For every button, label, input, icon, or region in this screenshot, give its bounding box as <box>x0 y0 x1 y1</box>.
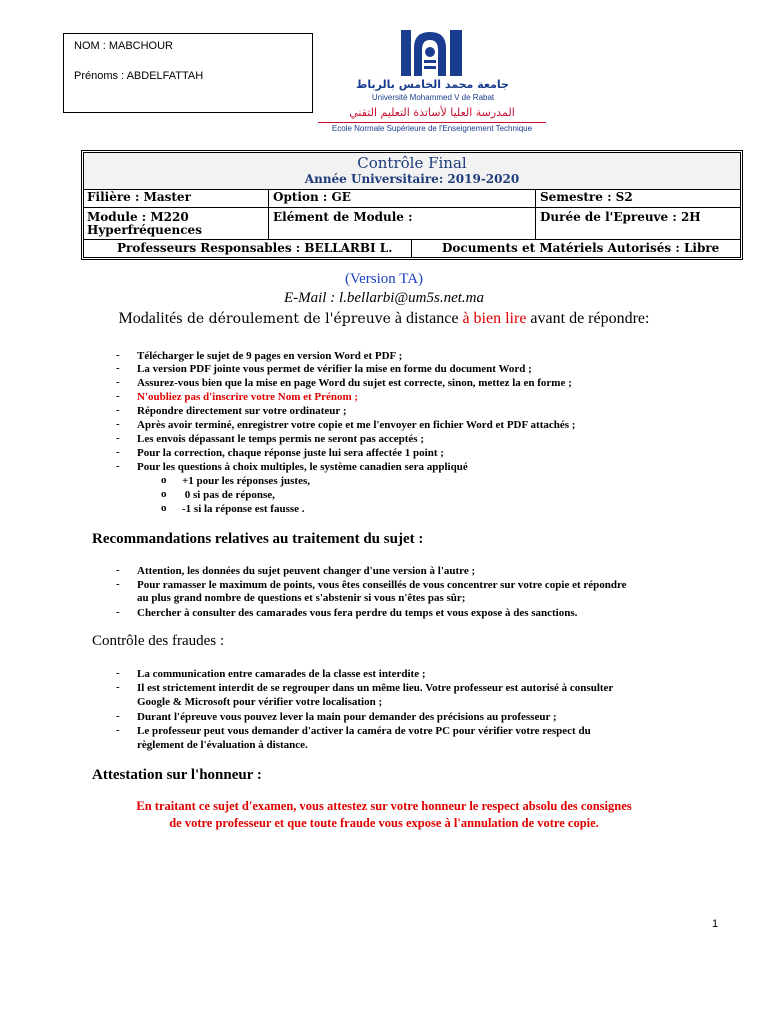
student-nom: NOM : MABCHOUR <box>74 40 173 52</box>
duree-cell: Durée de l'Epreuve : 2H <box>540 210 701 224</box>
modalites-part2: de déroulement de l'épreuve <box>182 311 391 327</box>
sub-bullet: o <box>161 474 167 486</box>
academic-year: Année Universitaire: 2019-2020 <box>304 172 520 186</box>
dash-bullet: - <box>116 724 120 736</box>
student-name-box <box>63 33 313 113</box>
professeurs-cell: Professeurs Responsables : BELLARBI L. <box>117 241 393 255</box>
logo-university-fr: Université Mohammed V de Rabat <box>371 93 495 102</box>
logo-school-fr: Ecole Normale Supérieure de l'Enseignement Technique <box>318 122 546 133</box>
student-prenoms: Prénoms : ABDELFATTAH <box>74 70 204 82</box>
modalites-part3: à distance <box>390 310 463 327</box>
row-divider <box>84 207 740 208</box>
list-item: Le professeur peut vous demander d'activer la caméra de votre PC pour vérifier votre respect du <box>137 725 591 737</box>
exam-title-box <box>84 153 740 190</box>
dash-bullet: - <box>116 432 120 444</box>
list-item-continued: au plus grand nombre de questions et s'abstenir si vous n'êtes pas sûr; <box>137 592 466 604</box>
dash-bullet: - <box>116 390 120 402</box>
dash-bullet: - <box>116 446 120 458</box>
dash-bullet: - <box>116 349 120 361</box>
dash-bullet: - <box>116 460 120 472</box>
filiere-cell: Filière : Master <box>87 190 191 204</box>
list-item: Attention, les données du sujet peuvent changer d'une version à l'autre ; <box>137 565 476 577</box>
scoring-item: -1 si la réponse est fausse . <box>182 503 305 515</box>
sub-bullet: o <box>161 502 167 514</box>
element-cell: Elément de Module : <box>273 210 413 224</box>
list-item: Répondre directement sur votre ordinateur ; <box>137 405 347 417</box>
dash-bullet: - <box>116 564 120 576</box>
attestation-text <box>0 798 768 832</box>
attestation-line: de votre professeur et que toute fraude vous expose à l'annulation de votre copie. <box>169 816 599 830</box>
dash-bullet: - <box>116 418 120 430</box>
modalites-heading <box>0 310 768 328</box>
col-divider <box>535 189 536 239</box>
list-item: Assurez-vous bien que la mise en page Word du sujet est correcte, sinon, mettez la en forme ; <box>137 377 572 389</box>
dash-bullet: - <box>116 376 120 388</box>
attestation-line: En traitant ce sujet d'examen, vous attestez sur votre honneur le respect absolu des consignes <box>136 799 632 813</box>
list-item: Il est strictement interdit de se regrouper dans un même lieu. Votre professeur est autorisé à consulter <box>137 682 614 694</box>
scoring-item: 0 si pas de réponse, <box>182 489 275 501</box>
list-item: Les envois dépassant le temps permis ne seront pas acceptés ; <box>137 433 425 445</box>
list-item: Après avoir terminé, enregistrer votre copie et me l'envoyer en fichier Word et PDF attachés ; <box>137 419 576 431</box>
list-item: Durant l'épreuve vous pouvez lever la main pour demander des précisions au professeur ; <box>137 711 557 723</box>
page-number: 1 <box>712 918 719 930</box>
logo-arabic-university: جامعة محمد الخامس بالرباط <box>356 78 509 91</box>
dash-bullet: - <box>116 710 120 722</box>
dash-bullet: - <box>116 606 120 618</box>
list-item: La communication entre camarades de la classe est interdite ; <box>137 668 426 680</box>
exam-title: Contrôle Final <box>357 154 467 172</box>
dash-bullet: - <box>116 578 120 590</box>
module-cell <box>84 211 268 237</box>
list-item: Télécharger le sujet de 9 pages en version Word et PDF ; <box>137 350 403 362</box>
list-item: Pour la correction, chaque réponse juste lui sera affectée 1 point ; <box>137 447 444 459</box>
modalites-part1: Modalités <box>118 310 183 327</box>
list-item: N'oubliez pas d'inscrire votre Nom et Prénom ; <box>137 391 359 403</box>
version-label: (Version TA) <box>344 271 424 287</box>
col-divider <box>411 239 412 257</box>
contact-email: E-Mail : l.bellarbi@um5s.net.ma <box>283 290 485 306</box>
list-item: Pour ramasser le maximum de points, vous êtes conseillés de vous concentrer sur votre copie et répondre <box>137 579 627 591</box>
recommandations-heading: Recommandations relatives au traitement du sujet : <box>92 531 424 547</box>
fraudes-heading: Contrôle des fraudes : <box>92 633 225 649</box>
exam-header-table <box>81 150 743 260</box>
row-divider <box>84 239 740 240</box>
list-item-continued: Google & Microsoft pour vérifier votre localisation ; <box>137 696 383 708</box>
dash-bullet: - <box>116 681 120 693</box>
logo-arabic-school: المدرسة العليا لأساتذة التعليم التقني <box>349 106 515 119</box>
dash-bullet: - <box>116 404 120 416</box>
module-name: Hyperfréquences <box>87 223 202 237</box>
modalites-part4: à bien lire <box>462 310 527 327</box>
scoring-item: +1 pour les réponses justes, <box>182 475 310 487</box>
dash-bullet: - <box>116 362 120 374</box>
col-divider <box>268 189 269 239</box>
university-logo <box>318 26 548 136</box>
option-cell: Option : GE <box>273 190 351 204</box>
list-item: Pour les questions à choix multiples, le système canadien sera appliqué <box>137 461 468 473</box>
dash-bullet: - <box>116 667 120 679</box>
list-item-continued: règlement de l'évaluation à distance. <box>137 739 308 751</box>
list-item: La version PDF jointe vous permet de vérifier la mise en forme du document Word ; <box>137 363 532 375</box>
modalites-part5: avant de répondre: <box>526 310 650 327</box>
list-item: Chercher à consulter des camarades vous fera perdre du temps et vous expose à des sanctions. <box>137 607 578 619</box>
documents-cell: Documents et Matériels Autorisés : Libre <box>442 241 720 255</box>
sub-bullet: o <box>161 488 167 500</box>
semestre-cell: Semestre : S2 <box>540 190 633 204</box>
module-code: Module : M220 <box>87 210 189 224</box>
attestation-heading: Attestation sur l'honneur : <box>92 767 262 783</box>
